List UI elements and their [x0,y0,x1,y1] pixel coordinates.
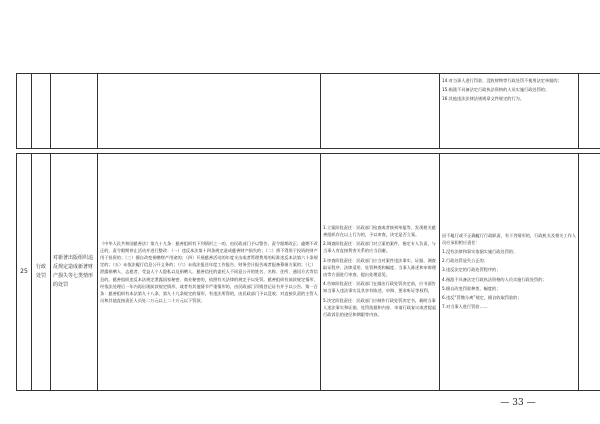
exemption-item: 3.违反法定的行政处罚程序的； [442,267,501,273]
cell-number [17,74,32,149]
row-exemption [440,154,579,391]
cell-responsibility [321,74,440,149]
row-responsibility [321,154,440,391]
cell-exemption [440,74,579,149]
row-category: 行政处罚 [32,154,51,391]
exemption-item: 16.其他违法法律法规规章文件规定的行为。 [442,96,525,102]
responsibility-item: 5.决定阶段责任：民政部门应制作行政处罚决定书，载明当事人违法事实和证据、处罚依据和内容、申请行政复议或者提起行政诉讼的途径和期限等内容。 [323,297,437,318]
table-row-top [16,73,600,149]
exemption-item: 14.对当事人进行罚款、没收财物等行政处罚不使用法定单据的； [442,78,562,83]
responsibility-item: 1.立案阶段责任：民政部门检查或者接到举报等，发现相关慈善组织存在以上行为的，予以审查，决定是否立案。 [323,224,436,237]
page-number: — 33 — [500,398,536,408]
exemption-item: 2.行政处罚显失公正的； [442,258,488,264]
exemption-item: 15.指派不具备法定行政执法资格的人员实施行政处罚的； [442,87,550,93]
exemption-item: 因不履行或不正确履行行政职责，有下列情形的，行政机关及相关工作人员应承担相应责任： [442,232,577,245]
responsibility-item: 3.审查阶段责任：民政部门应当对案件违法事实、证据、调查取证程序、法律适用、处罚种类和幅度、当事人陈述和申辩理由等方面进行审查，提出处理意见。 [323,257,437,277]
row-number: 25 [17,154,32,391]
exemption-item: 7.对当事人进行罚款…… [442,304,488,310]
row-item: 对新著出版组织违反规定造成新著财产损失等七类情形的处罚 [51,154,98,391]
responsibility-item: 2.调查阶段责任：民政部门对立案的案件，指定专人负责，与当事人有直接利害关系的应当回避。 [323,241,436,254]
exemption-item: 1.没有法律和事实依据实施行政处罚的； [442,248,518,254]
responsibility-item: 4.告知阶段责任：民政部门在做出行政处罚决定前，应书面告知当事人违法事实及其享有陈述、申辩、要求听证等权利。 [323,281,436,294]
row-basis: 《中华人民共和国慈善法》第九十九条：慈善组织有下列情形之一的，由民政部门予以警告、责令限期改正；逾期不改正的，责令限期停止活动并进行整改：（一）违反本法第十四条规定造成慈善财产损失的；（二）将不得用于投资的财产用于投资的；（三）擅自改变捐赠财产用途的；（四）开展慈善活动的年度支出或者管理费用的标准违反本法第六十条规定的；（五）未依法履行信息公开义务的；（六）未依法报送年度工作报告、财务会计报告或者报备募捐方案的；（七）泄露捐赠人、志愿者、受益人个人隐私以及捐赠人、慈善信托的委托人不同意公开的姓名、名称、住所、通讯方式等信息的。慈善组织违反本法规定泄露国家秘密、商业秘密的，依照有关法律的规定予以处罚。慈善组织有前款规定情形，经依法处理后一年内再出现前款规定情形，或者有其他情节严重情形的，由民政部门吊销登记证书并予以公告。第一百条：慈善组织有本法第九十八条、第九十九条规定的情形，有违法所得的，由民政部门予以没收；对直接负责的主管人员和其他直接责任人员处二万元以上二十万元以下罚款。 [98,154,321,391]
exemption-item: 5.擅自改变罚款种类、幅度的； [442,285,501,291]
exemption-item: 6.违反“罚缴分离”规定，擅自收取罚款的； [442,295,522,300]
cell-basis [98,74,321,149]
cell-item [51,74,98,149]
exemption-item: 4.指派不具备法定行政执法资格的人员实施行政处罚的； [442,276,547,282]
table-row-25 [16,153,600,391]
cell-note [579,74,600,149]
row-note [579,154,600,391]
cell-category [32,74,51,149]
